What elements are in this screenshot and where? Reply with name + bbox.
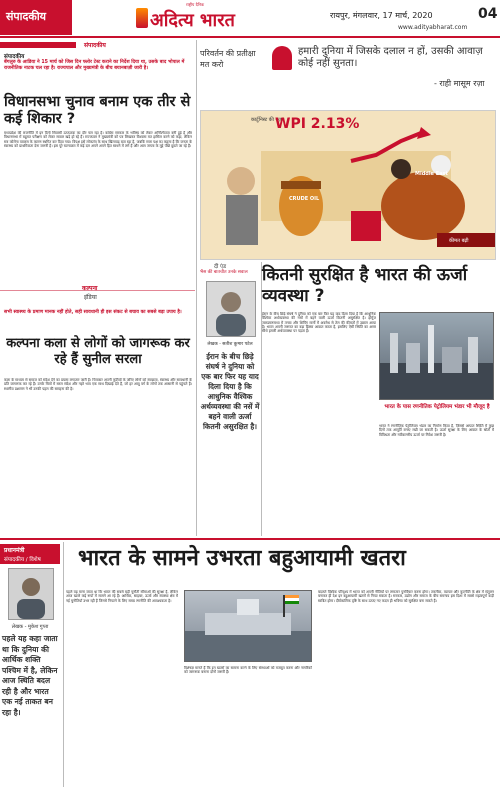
energy-photo-caption: भारत के पास रणनीतिक पेट्रोलियम भंडार भी मौजूद है xyxy=(384,404,490,410)
energy-headline[interactable]: कितनी सुरक्षित है भारत की ऊर्जा व्यवस्था ? xyxy=(262,265,468,306)
bottom-body-2 xyxy=(184,666,312,786)
editorial-band-bar xyxy=(0,42,76,48)
quote-text: हमारी दुनिया में जिसके दलाल न हों, उसकी आवाज़ कोई नहीं सुनता। xyxy=(298,46,483,69)
parliament-photo-icon xyxy=(185,591,311,661)
author-photo xyxy=(206,281,256,337)
bottom-author-name: लेखक - मुकेश गुप्ता xyxy=(11,624,49,630)
logo-name: अदित्य भारत xyxy=(150,10,235,31)
quote-left-text: परिवर्तन की प्रतीक्षा मत करो xyxy=(200,49,256,69)
editorial-subhead: संपादकीय xyxy=(4,54,25,60)
section-tag-label: संपादकीय xyxy=(6,10,47,23)
energy-body xyxy=(262,312,376,537)
kalpana-band xyxy=(0,282,195,310)
bottom-author-box xyxy=(0,542,60,787)
editorial-body-text: मध्यप्रदेश की राजनीति में इन दिनों सियासी उठापटक का दौर चल रहा है। कांग्रेस सरकार के भविष्य को लेकर अनिश्चितता बनी हुई है और विधानसभा में बहुमत परीक्षण को लेकर सवाल खड़े हो रहे हैं। राज्यपाल ने मुख्यमंत्री को पत्र लिखकर विश्वास मत हासिल करने को कहा, लेकिन सत्र कोरोना वायरस के कारण स्थगित कर दिया गया। विपक्ष इसे लोकतंत्र के साथ खिलवाड़ बता रहा है, जबकि सत्ता पक्ष का कहना है कि जनता के स्वास्थ्य को प्राथमिकता देना जरूरी है। इस पूरे घटनाक्रम में कई दल अपने अपने हित साधने में लगे हैं और आम जनता के मुद्दे पीछे छूटते जा रहे हैं। xyxy=(4,131,192,148)
cartoon-middle-east-label: Middle East xyxy=(415,171,448,177)
author-name: लेखक - सतीश कुमार पटेल xyxy=(207,342,253,347)
bottom-photo xyxy=(184,590,312,662)
kalpana-sublabel: इंडिया xyxy=(84,294,97,301)
bottom-body-3 xyxy=(318,590,494,786)
page-number: 04 xyxy=(478,6,498,22)
bottom-body-text: पहले यह माना जाता था कि भारत की सबसे बड़ी चुनौती सीमाओं की सुरक्षा है, लेकिन आज खतरे कई रूपों में सामने आ रहे हैं। आर्थिक, साइबर, ऊर्जा और स्वास्थ्य क्षेत्र में नई चुनौतियाँ उभर रही हैं जिनसे निपटने के लिए समग्र रणनीति की आवश्यकता है। xyxy=(66,590,178,603)
energy-body-2 xyxy=(379,424,494,536)
bottom-band-title: प्रधानमंत्री xyxy=(4,547,25,554)
masthead-logo[interactable] xyxy=(136,2,258,34)
cartoon-price-label: कीमत बढ़ी xyxy=(449,238,469,244)
kalpana-label: कल्पना xyxy=(82,285,98,292)
bottom-author-photo xyxy=(8,568,54,620)
bottom-band xyxy=(0,544,60,564)
quote-author: - राही मासूम रज़ा xyxy=(434,79,485,88)
logo-tagline: राष्ट्रीय दैनिक xyxy=(186,2,205,7)
dateline: रायपुर, मंगलवार, 17 मार्च, 2020 xyxy=(330,11,433,20)
column-divider xyxy=(63,542,64,787)
author-avatar-icon xyxy=(207,282,255,336)
bottom-body xyxy=(66,590,178,786)
author-band-title: दी एंड xyxy=(214,264,227,270)
header-divider xyxy=(0,36,500,38)
bottom-headline[interactable]: भारत के सामने उभरता बहुआयामी खतरा xyxy=(78,546,406,571)
editorial-body xyxy=(4,131,192,279)
refinery-photo-icon xyxy=(380,313,493,399)
author-band-sub: भैस की बातचीत उनके सवाल xyxy=(200,270,248,275)
editorial-band xyxy=(0,40,195,50)
bottom-divider xyxy=(0,538,500,540)
section-tag xyxy=(0,0,72,35)
cartoon-wpi-label: WPI 2.13% xyxy=(275,116,360,132)
energy-photo xyxy=(379,312,494,400)
quote-box xyxy=(200,40,496,104)
logo-icon xyxy=(136,8,148,28)
kalpana-band-line xyxy=(0,290,195,291)
bottom-body-2-text: विशेषज्ञ मानते हैं कि इन खतरों का सामना करने के लिए संस्थाओं को मजबूत करना और नागरिकों को जागरूक बनाना दोनों जरूरी हैं। xyxy=(184,666,312,675)
bottom-body-3-text: बदलते वैश्विक परिदृश्य में भारत को अपनी नीतियों पर लगातार पुनर्विचार करना होगा। तकनीक, व्यापार और कूटनीति के क्षेत्र में संतुलन बनाकर ही देश इन बहुआयामी खतरों से निपट सकता है। सरकार, उद्योग और समाज के बीच समन्वय इस दिशा में सबसे महत्वपूर्ण कड़ी साबित होगा। दीर्घकालिक दृष्टि के साथ उठाए गए कदम ही भविष्य को सुरक्षित बना सकते हैं। xyxy=(318,590,494,603)
cartoon-crude-label: CRUDE OIL xyxy=(289,196,320,202)
quote-drop-icon xyxy=(272,46,292,70)
cartoon-caption-top: कार्टूनिस्ट की नज़र xyxy=(251,117,285,123)
kalpana-intro: सभी स्वास्थ्य के प्रमाण मानक नहीं होते, सही सावधानी ही इस संकट से बचाव का सबसे बड़ा उपाय है। xyxy=(4,310,182,315)
column-divider xyxy=(196,40,197,536)
author-band xyxy=(200,262,260,276)
energy-body-text: ईरान के बीच छिड़े संघर्ष ने दुनिया को एक बार फिर यह याद दिला दिया है कि आधुनिक वैश्विक अर्थव्यवस्था की नसों में बहने वाली ऊर्जा कितनी असुरक्षित है। होर्मुज जलडमरूमध्य में तनाव और शिपिंग मार्गों में अवरोध से तेल की कीमतों में उछाल आया है। भारत अपनी जरूरत का बड़ा हिस्सा आयात करता है, इसलिए ऐसी स्थिति का असर सीधे हमारी अर्थव्यवस्था पर पड़ता है। xyxy=(262,312,376,334)
energy-body-2-text: भारत ने रणनीतिक पेट्रोलियम भंडार का निर्माण किया है, जिससे आपात स्थिति में कुछ दिनों तक आपूर्ति बनाए रखी जा सकती है। ऊर्जा सुरक्षा के लिए आयात के स्रोतों में विविधता और नवीकरणीय ऊर्जा पर निवेश जरूरी है। xyxy=(379,424,494,437)
bottom-author-avatar-icon xyxy=(9,569,53,619)
bottom-pull-quote: पहले यह कहा जाता था कि दुनिया की आर्थिक शक्ति पश्चिम में है, लेकिन आज स्थिति बदल रही है और भारत एक नई ताकत बन रहा है। xyxy=(2,634,58,717)
cartoon-image xyxy=(200,110,496,260)
editorial-intro: बेंगलुरु के आडिया ने 15 मार्च को जिस दिन फ्लोर टेस्ट कराने का निर्देश दिया था, उसके बाद भोपाल में राजनीतिक नाटक चल रहा है। राज्यपाल और मुख्यमंत्री के बीच बयानबाज़ी जारी है। xyxy=(4,60,185,71)
bottom-band-sub: संपादकीय / विशेष xyxy=(4,557,41,563)
site-url[interactable]: www.adityabharat.com xyxy=(398,24,468,31)
author-pull-quote: ईरान के बीच छिड़े संघर्ष ने दुनिया को एक बार फिर यह याद दिला दिया है कि आधुनिक वैश्विक अर्थव्यवस्था की नसें में बहने वाली ऊर्जा कितनी असुरक्षित है। xyxy=(200,352,260,431)
editorial-headline[interactable]: विधानसभा चुनाव बनाम एक तीर से कई शिकार ? xyxy=(4,94,191,127)
editorial-band-label: संपादकीय xyxy=(84,42,106,49)
kalpana-body xyxy=(4,378,192,528)
kalpana-headline[interactable]: कल्पना कला से लोगों को जागरूक कर रहे हैं सुनील सरला xyxy=(6,336,190,367)
kalpana-body-text: कला के माध्यम से समाज को संदेश देने का प्रयास लगातार जारी है। चित्रकार अपनी कृतियों के जरिए लोगों को स्वच्छता, स्वास्थ्य और सावधानी के प्रति जागरूक कर रहे हैं। उनके चित्रों में सरल संदेश और गहरे भाव एक साथ दिखाई देते हैं, जो हर आयु वर्ग के लोगों तक आसानी से पहुंचते हैं। स्थानीय प्रशासन ने भी उनकी पहल की सराहना की है। xyxy=(4,378,192,391)
